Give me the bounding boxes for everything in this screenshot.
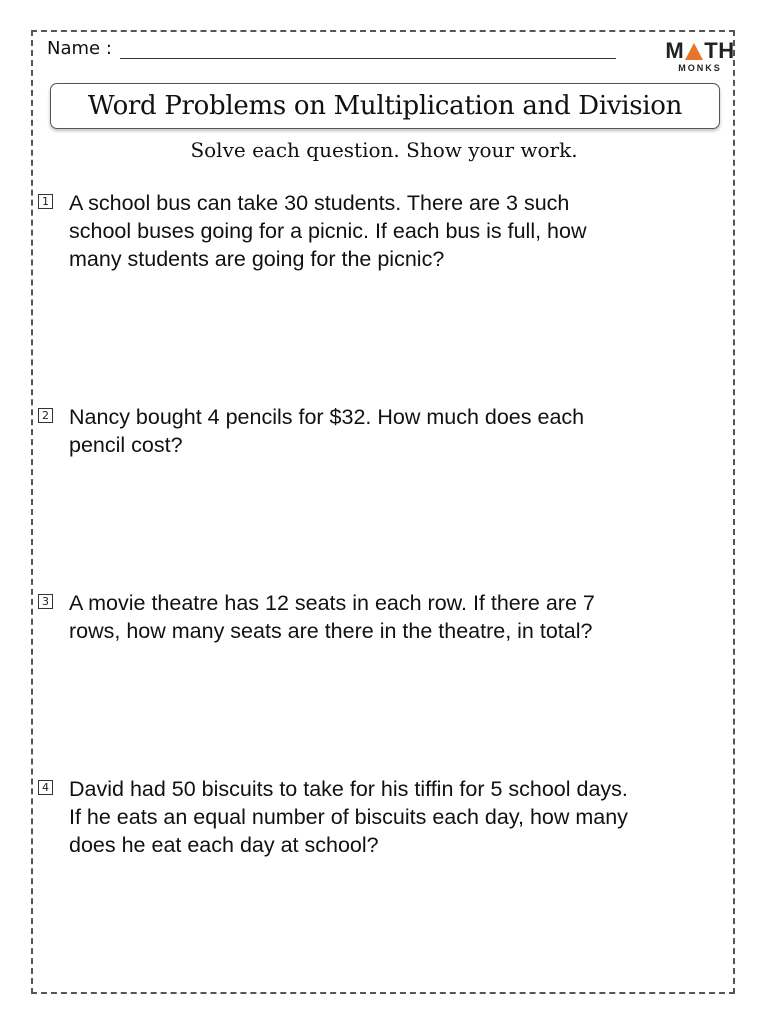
name-label: Name : (47, 38, 112, 59)
logo-triangle-icon (685, 43, 703, 60)
question-line: rows, how many seats are there in the theatre, in total? (69, 619, 593, 643)
question-line: A school bus can take 30 students. There are 3 such (69, 191, 570, 215)
question-line: If he eats an equal number of biscuits each day, how many (69, 805, 628, 829)
instructions: Solve each question. Show your work. (190, 138, 578, 162)
question-line: David had 50 biscuits to take for his tiffin for 5 school days. (69, 777, 628, 801)
question-text (69, 403, 584, 459)
question-text (69, 589, 595, 645)
question-2 (38, 403, 728, 459)
logo-wordmark (665, 38, 735, 63)
question-number-box: 4 (38, 780, 53, 795)
page-title: Word Problems on Multiplication and Division (87, 91, 683, 121)
logo-subtext: MONKS (678, 63, 722, 73)
logo-letter-m: M (665, 38, 685, 63)
question-line: A movie theatre has 12 seats in each row. If there are 7 (69, 591, 595, 615)
question-number-box: 3 (38, 594, 53, 609)
question-number-box: 1 (38, 194, 53, 209)
question-text (69, 189, 586, 273)
title-box (50, 83, 720, 129)
question-line: school buses going for a picnic. If each bus is full, how (69, 219, 587, 243)
question-3 (38, 589, 728, 645)
math-monks-logo (665, 38, 735, 73)
question-line: does he eat each day at school? (69, 833, 379, 857)
name-field-line[interactable] (120, 40, 616, 59)
question-number-box: 2 (38, 408, 53, 423)
question-1 (38, 189, 728, 273)
question-line: Nancy bought 4 pencils for $32. How much does each (69, 405, 585, 429)
question-line: many students are going for the picnic? (69, 247, 445, 271)
logo-letters-th: TH (704, 38, 735, 63)
question-line: pencil cost? (69, 433, 183, 457)
name-row (47, 38, 616, 59)
question-4 (38, 775, 728, 859)
question-text (69, 775, 628, 859)
